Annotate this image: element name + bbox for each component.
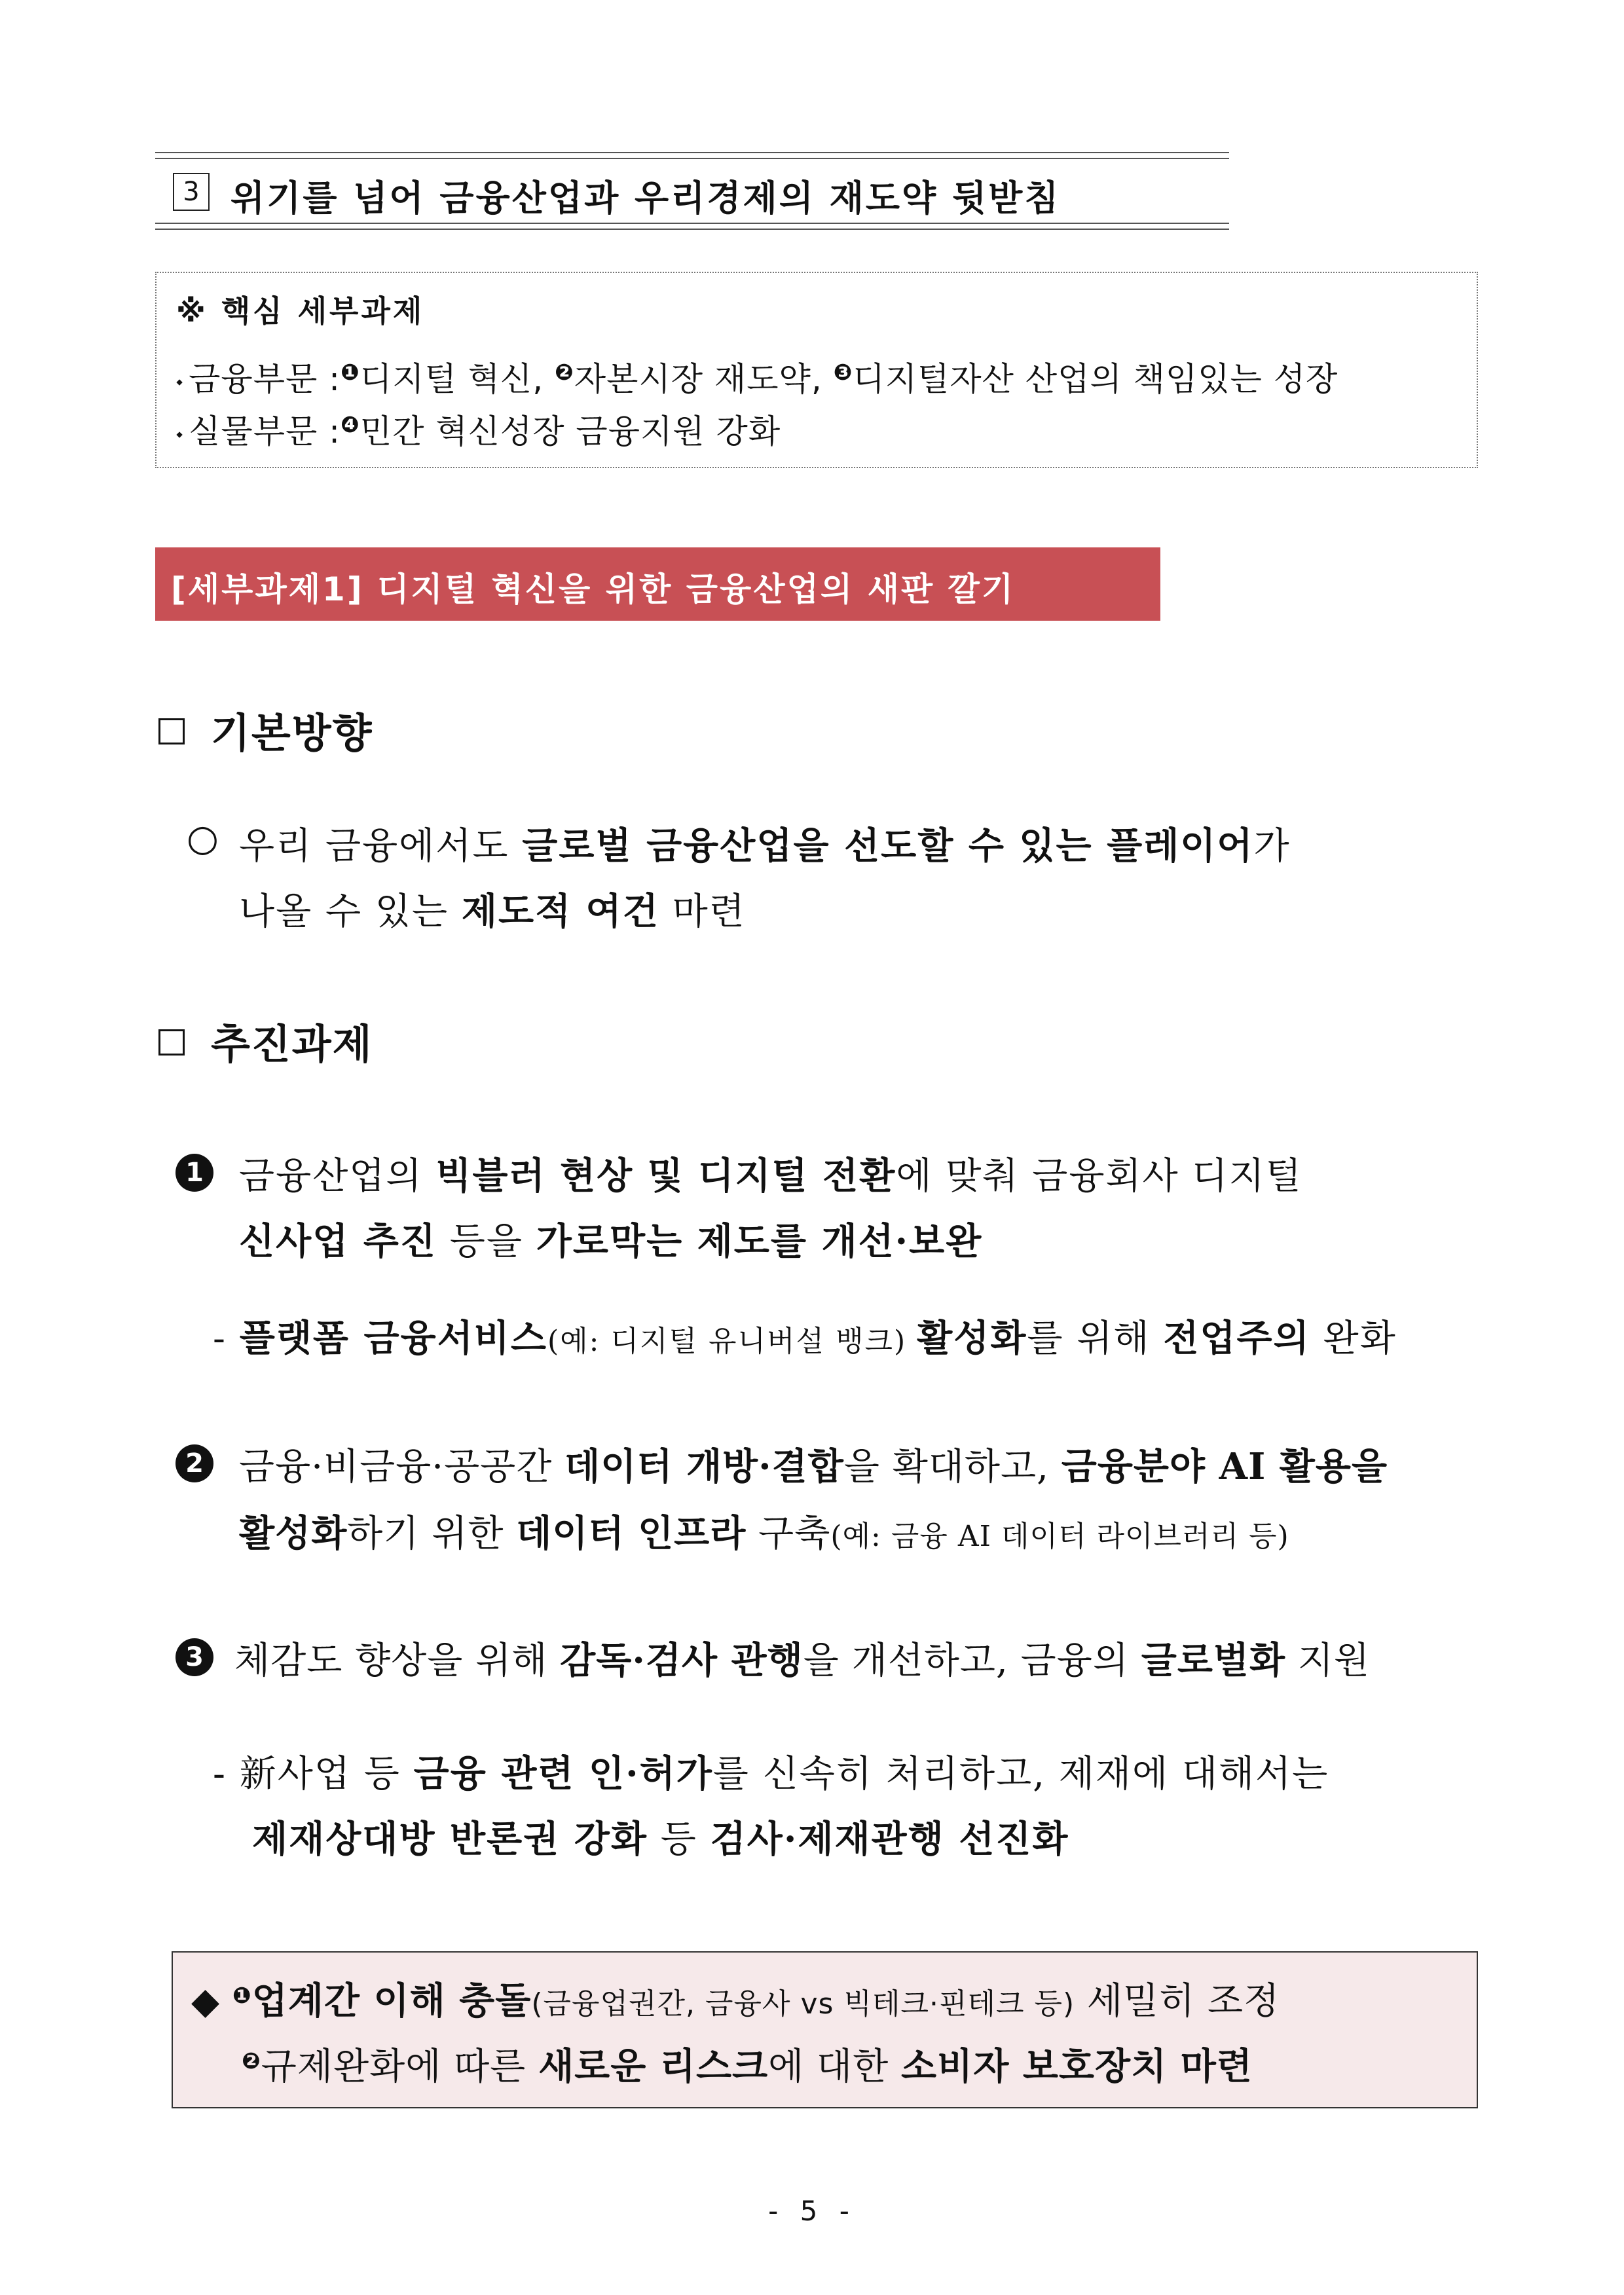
- task-3-sub-line-1: - 新사업 등 금융 관련 인·허가를 신속히 처리하고, 제재에 대해서는: [213, 1752, 1329, 1795]
- section-title-text: 위기를 넘어 금융산업과 우리경제의 재도약 뒷받침: [231, 177, 1061, 219]
- title-rule-top-inner: [155, 158, 1229, 159]
- title-rule-bottom: [155, 229, 1229, 230]
- diamond-icon: ◆: [191, 1980, 221, 2023]
- basic-direction-heading: 기본방향: [158, 701, 373, 759]
- circled-4-icon: ❹: [341, 412, 360, 438]
- bullet-icon: ⬩: [176, 422, 184, 445]
- square-icon: [158, 718, 185, 744]
- circled-1-icon: ❶: [232, 1983, 252, 2009]
- subtask-banner-text: [세부과제1] 디지털 혁신을 위한 금융산업의 새판 깔기: [171, 570, 1016, 608]
- title-rule-top: [155, 152, 1229, 153]
- task-2-line-1: 금융·비금융·공공간 데이터 개방·결합을 확대하고, 금융분야 AI 활용을: [239, 1445, 1388, 1488]
- section-title: [155, 152, 1229, 230]
- task-3-number-icon: 3: [175, 1638, 213, 1676]
- note-line-2: $^❷$규제완화에 따른 새로운 리스크에 대한 소비자 보호장치 마련: [242, 2046, 1253, 2088]
- task-2-number-icon: 2: [175, 1444, 213, 1482]
- subtask-banner: [155, 547, 1160, 621]
- task-3-sub-line-2: 제재상대방 반론권 강화 등 검사·제재관행 선진화: [252, 1818, 1069, 1861]
- task-1-sub: - 플랫폼 금융서비스(예: 디지털 유니버설 뱅크) 활성화를 위해 전업주의 완화: [213, 1317, 1397, 1360]
- task-1-line-1: 금융산업의 빅블러 현상 및 디지털 전환에 맞춰 금융회사 디지털: [239, 1154, 1302, 1198]
- circled-3-icon: ❸: [833, 359, 853, 386]
- core-tasks-heading: ※ 핵심 세부과제: [176, 293, 425, 329]
- page-number: - 5 -: [768, 2195, 856, 2227]
- circled-2-icon: ❷: [555, 359, 574, 386]
- circle-bullet-icon: ○: [187, 817, 219, 860]
- tasks-heading: 추진과제: [158, 1012, 373, 1070]
- note-line-1: ◆ $^❶$업계간 이해 충돌(금융업권간, 금융사 vs 빅테크·핀테크 등) 세밀히 조정: [191, 1980, 1280, 2023]
- square-icon: [158, 1029, 185, 1056]
- basic-direction-line-2: 나올 수 있는 제도적 여건 마련: [239, 890, 746, 933]
- core-line-finance: ⬩ 금융부문 :$^❶$디지털 혁신, $^❷$자본시장 재도약, $^❸$디지털자산 산업의 책임있는 성장: [176, 359, 1338, 398]
- section-number-box: 3: [173, 173, 210, 211]
- title-rule-bottom-inner: [155, 223, 1229, 224]
- task-1-line-2: 신사업 추진 등을 가로막는 제도를 개선·보완: [239, 1220, 983, 1263]
- circled-1-icon: ❶: [341, 359, 360, 386]
- basic-direction-line-1: 우리 금융에서도 글로벌 금융산업을 선도할 수 있는 플레이어가: [239, 824, 1291, 868]
- note-box: [172, 1951, 1478, 2108]
- circled-2-icon: ❷: [242, 2048, 261, 2074]
- bullet-icon: ⬩: [176, 370, 184, 392]
- core-line-real: ⬩ 실물부문 :$^❹$민간 혁신성장 금융지원 강화: [176, 412, 781, 450]
- core-tasks-box: [155, 272, 1478, 468]
- task-3-line-1: 체감도 향상을 위해 감독·검사 관행을 개선하고, 금융의 글로벌화 지원: [234, 1639, 1371, 1682]
- task-2-line-2: 활성화하기 위한 데이터 인프라 구축(예: 금융 AI 데이터 라이브러리 등): [239, 1512, 1289, 1555]
- task-1-number-icon: 1: [175, 1154, 213, 1192]
